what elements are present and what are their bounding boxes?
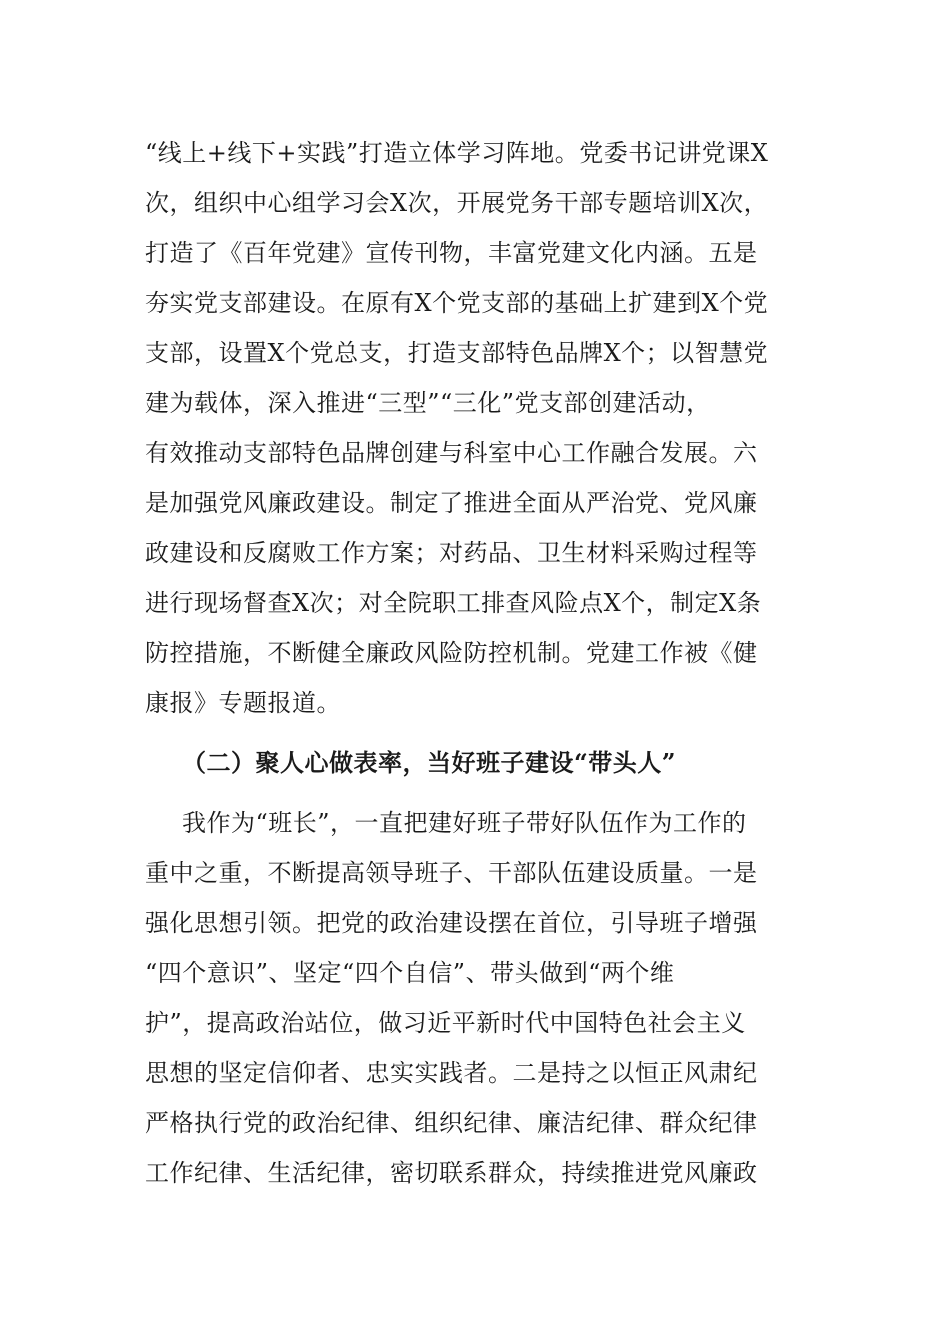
paragraph-line: 建为载体，深入推进“三型”“三化”党支部创建活动， — [145, 389, 711, 417]
paragraph-line: 防控措施，不断健全廉政风险防控机制。党建工作被《健 — [145, 639, 758, 667]
paragraph-line: 护”，提高政治站位，做习近平新时代中国特色社会主义 — [145, 1009, 746, 1037]
paragraph-line: 康报》专题报道。 — [145, 689, 341, 717]
paragraph-line: 夯实党支部建设。在原有X个党支部的基础上扩建到X个党 — [145, 289, 769, 317]
paragraph-line: 支部，设置X个党总支，打造支部特色品牌X个；以智慧党 — [145, 339, 769, 367]
paragraph-line: 是加强党风廉政建设。制定了推进全面从严治党、党风廉 — [145, 489, 758, 517]
paragraph-line: 进行现场督查X次；对全院职工排查风险点X个，制定X条 — [145, 589, 762, 617]
paragraph-line: 工作纪律、生活纪律，密切联系群众，持续推进党风廉政 — [145, 1159, 758, 1187]
paragraph-line: 我作为“班长”，一直把建好班子带好队伍作为工作的 — [182, 809, 747, 837]
paragraph-line: 政建设和反腐败工作方案；对药品、卫生材料采购过程等 — [145, 539, 758, 567]
paragraph-line: “线上+线下+实践”打造立体学习阵地。党委书记讲党课X — [145, 139, 769, 167]
paragraph-line: 次，组织中心组学习会X次，开展党务干部专题培训X次， — [145, 189, 769, 217]
paragraph-line: 强化思想引领。把党的政治建设摆在首位，引导班子增强 — [145, 909, 758, 937]
paragraph-line: 重中之重，不断提高领导班子、干部队伍建设质量。一是 — [145, 859, 758, 887]
paragraph-line: 严格执行党的政治纪律、组织纪律、廉洁纪律、群众纪律 — [145, 1109, 758, 1137]
paragraph-line: 思想的坚定信仰者、忠实实践者。二是持之以恒正风肃纪 — [145, 1059, 758, 1087]
section-heading: （二）聚人心做表率，当好班子建设“带头人” — [182, 748, 677, 777]
paragraph-line: “四个意识”、坚定“四个自信”、带头做到“两个维 — [145, 959, 675, 987]
paragraph-line: 打造了《百年党建》宣传刊物，丰富党建文化内涵。五是 — [145, 239, 758, 267]
paragraph-line: 有效推动支部特色品牌创建与科室中心工作融合发展。六 — [145, 439, 758, 467]
